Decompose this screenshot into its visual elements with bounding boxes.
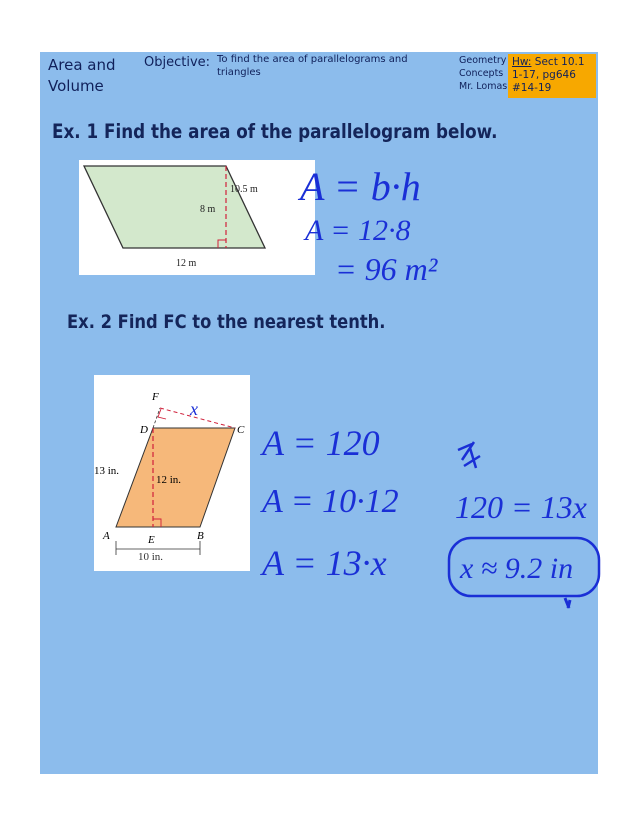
side-length-label: 13 in. (94, 465, 120, 477)
point-f-label: F (152, 391, 159, 403)
ex2-area-x: A = 13·x (262, 543, 387, 583)
point-d-label: D (140, 424, 148, 436)
base-length-label: 10 in. (138, 551, 164, 563)
ex1-formula: A = b·h (300, 164, 421, 209)
height-length-label: 12 in. (156, 474, 182, 486)
base-label: 12 m (176, 258, 197, 269)
fc-unknown-label: x (190, 399, 198, 419)
ex2-equation: 120 = 13x (455, 489, 587, 525)
point-c-label: C (237, 424, 245, 436)
example-2-prompt: Ex. 2 Find FC to the nearest tenth. (67, 311, 386, 333)
pen-tick-mark (565, 598, 570, 608)
ex1-substitution: A = 12·8 (305, 214, 411, 247)
ex2-solution: x ≈ 9.2 in (460, 552, 574, 585)
objective-label: Objective: (144, 55, 211, 70)
topic-title: Area and Volume (48, 56, 116, 95)
ex2-area-calc: A = 10·12 (262, 483, 399, 520)
point-b-label: B (197, 530, 204, 542)
height-label: 8 m (200, 204, 216, 215)
homework-pages: 1-17, pg646 (512, 69, 576, 81)
ex1-answer: = 96 m² (335, 251, 438, 287)
point-e-label: E (148, 534, 155, 546)
point-a-label: A (103, 530, 110, 542)
homework-label: Hw: (512, 56, 532, 68)
ex2-area: A = 120 (262, 423, 380, 463)
slant-side-label: 10.5 m (230, 184, 258, 195)
scribble-mark (458, 442, 480, 468)
homework-section: Sect 10.1 (534, 56, 585, 68)
course-info: Geometry Concepts Mr. Lomas (459, 55, 508, 92)
objective-text: To find the area of parallelograms and triangles (217, 54, 408, 78)
example-1-prompt: Ex. 1 Find the area of the parallelogram below. (52, 120, 498, 143)
homework-problems: #14-19 (512, 82, 552, 94)
